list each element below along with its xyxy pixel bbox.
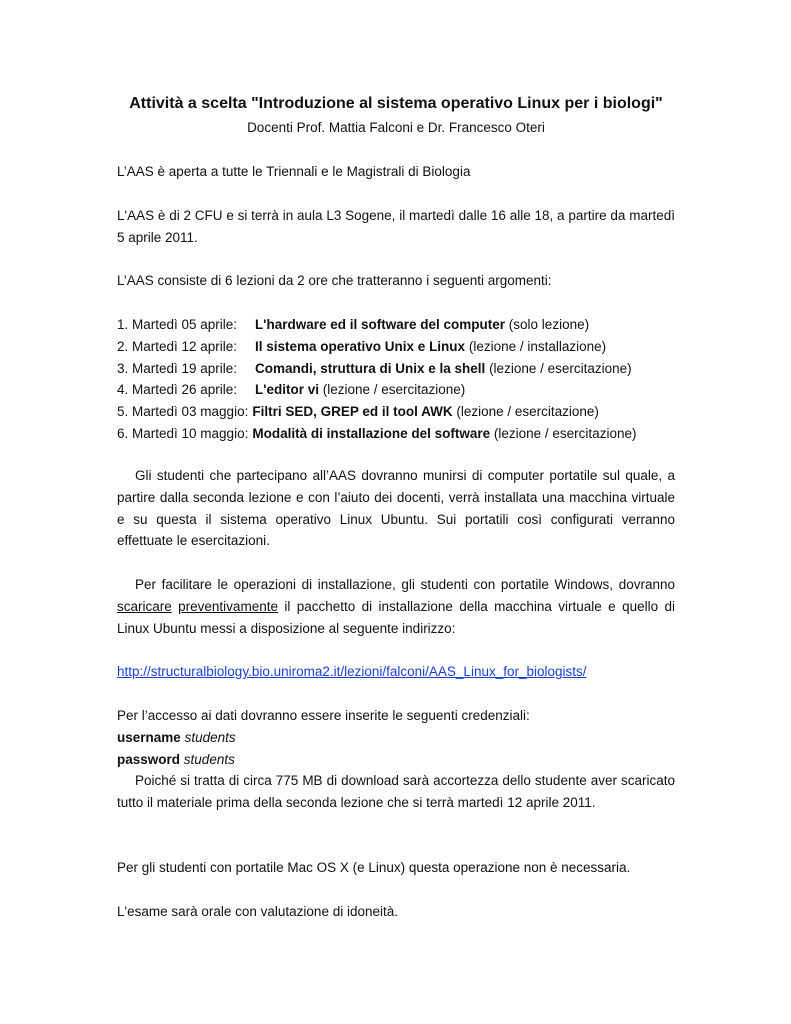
password-line: [117, 749, 675, 771]
lesson-item: [117, 423, 675, 445]
username-value: students: [184, 729, 236, 745]
windows-paragraph: [117, 574, 675, 639]
lesson-item: [117, 401, 675, 423]
underlined-download: scaricare: [117, 598, 172, 614]
username-line: [117, 727, 675, 749]
laptop-paragraph: Gli studenti che partecipano all’AAS dovranno munirsi di computer portatile sul quale, a partire dalla seconda lezione e con l’aiuto dei docenti, verrà installata una macchina virtuale e su questa il sistema operativo Linux Ubuntu. Sui portatili così configurati verranno effettuate le esercitazioni.: [117, 468, 675, 549]
mac-note-paragraph: Per gli studenti con portatile Mac OS X (e Linux) questa operazione non è necessaria.: [117, 860, 631, 875]
password-label: password: [117, 751, 181, 767]
lesson-topic: L'editor vi: [255, 382, 319, 398]
lesson-note: (lezione / esercitazione): [489, 360, 632, 376]
teachers-line: Docenti Prof. Mattia Falconi e Dr. Francesco Oteri: [247, 120, 545, 135]
lesson-date: 5. Martedì 03 maggio:: [117, 404, 249, 420]
open-to-paragraph: L’AAS è aperta a tutte le Triennali e le Magistrali di Biologia: [117, 164, 471, 179]
lesson-topic: L'hardware ed il software del computer: [255, 317, 506, 332]
lesson-topic: Comandi, struttura di Unix e la shell: [255, 360, 486, 376]
lesson-item: [117, 379, 675, 401]
lesson-topic: Modalità di installazione del software: [252, 425, 491, 441]
lesson-date: 3. Martedì 19 aprile:: [117, 360, 238, 376]
lesson-item: [117, 358, 675, 380]
structure-paragraph: L’AAS consiste di 6 lezioni da 2 ore che tratteranno i seguenti argomenti:: [117, 273, 552, 288]
lesson-item: [117, 336, 675, 358]
document-title: Attività a scelta "Introduzione al sistema operativo Linux per i biologi": [129, 95, 663, 112]
lesson-date: 4. Martedì 26 aprile:: [117, 382, 238, 398]
underlined-preventively: preventivamente: [178, 598, 278, 614]
exam-note-paragraph: L'esame sarà orale con valutazione di idoneità.: [117, 904, 399, 919]
lesson-note: (lezione / esercitazione): [456, 404, 599, 420]
windows-text-before: Per facilitare le operazioni di installazione, gli studenti con portatile Windows, dovranno: [135, 577, 675, 592]
username-label: username: [117, 729, 181, 745]
lesson-item: [117, 314, 675, 336]
download-link-line: [117, 661, 675, 683]
lesson-topic: Il sistema operativo Unix e Linux: [255, 338, 466, 354]
lesson-date: 6. Martedì 10 maggio:: [117, 425, 249, 441]
credentials-intro: Per l’accesso ai dati dovranno essere inserite le seguenti credenziali:: [117, 708, 530, 723]
lesson-note: (lezione / esercitazione): [493, 425, 637, 441]
lesson-note: (lezione / esercitazione): [322, 382, 466, 398]
lesson-topic: Filtri SED, GREP ed il tool AWK: [252, 404, 453, 420]
lesson-date: 2. Martedì 12 aprile:: [117, 338, 238, 354]
lesson-list: [117, 314, 675, 445]
download-link[interactable]: http://structuralbiology.bio.uniroma2.it/lezioni/falconi/AAS_Linux_for_biologists/: [117, 664, 587, 679]
lesson-note: (solo lezione): [508, 317, 590, 332]
windows-text-after: il pacchetto di installazione della macchina virtuale e quello di Linux Ubuntu messi a disposizione al seguente indirizzo:: [117, 598, 675, 636]
download-note-paragraph: Poiché si tratta di circa 775 MB di download sarà accortezza dello studente aver scaricato tutto il materiale prima della seconda lezione che si terrà martedì 12 aprile 2011.: [117, 773, 675, 810]
schedule-paragraph: L'AAS è di 2 CFU e si terrà in aula L3 Sogene, il martedì dalle 16 alle 18, a partire da martedì 5 aprile 2011.: [117, 208, 675, 245]
lesson-note: (lezione / installazione): [468, 338, 607, 354]
credentials-block: [117, 705, 675, 770]
lesson-date: 1. Martedì 05 aprile:: [117, 317, 238, 332]
password-value: students: [183, 751, 235, 767]
